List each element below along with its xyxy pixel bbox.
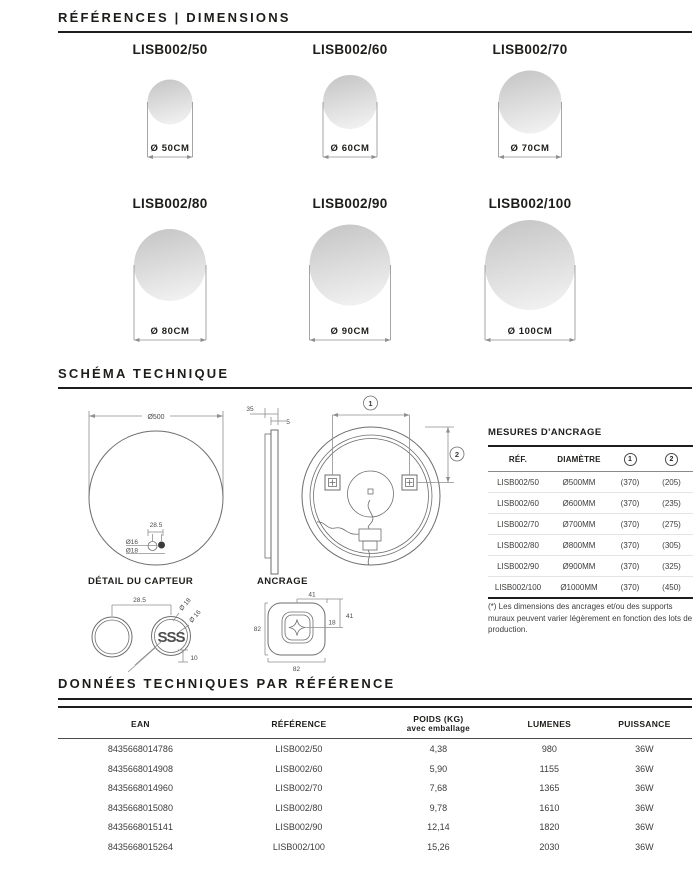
screw-star: [289, 620, 305, 636]
mirror-drawing-100-icon: [440, 214, 620, 346]
col-reference: RÉFÉRENCE: [223, 707, 375, 739]
cable-outlet: [368, 489, 373, 494]
anchor-table-title: MESURES D'ANCRAGE: [488, 427, 602, 438]
callout-2-label: 2: [454, 450, 460, 459]
mirror-back-outline: [302, 427, 440, 565]
cable-tail: [368, 550, 369, 565]
mirror-diameter-label: Ø 60CM: [330, 143, 370, 154]
cable: [368, 500, 373, 529]
callout-1-label: 1: [368, 399, 373, 408]
section-title-references: RÉFÉRENCES | DIMENSIONS: [58, 10, 291, 25]
sensor-glyph: SSS: [157, 629, 185, 646]
back-view-drawing: [295, 393, 470, 588]
dim-arrow-right-icon: [570, 338, 576, 342]
mirror-ref-label: LISB002/90: [312, 196, 388, 211]
col-callout-2: [650, 446, 693, 472]
led-ring-inner: [314, 439, 429, 554]
dim-arrow-left-icon: [499, 155, 505, 159]
led-ring-outer: [310, 435, 432, 557]
dim-arrow-left-icon: [323, 155, 329, 159]
mirror-figure-70: [440, 42, 620, 170]
section-title-schema: SCHÉMA TECHNIQUE: [58, 366, 230, 381]
back-panel-profile: [265, 434, 271, 558]
tech-data-table: [58, 706, 692, 856]
tech-table-row: 8435668015264 LISB002/100 15,26 2030 36W: [107, 841, 654, 852]
mirror-ref-label: LISB002/60: [312, 42, 388, 57]
tech-table-row: 8435668014786 LISB002/50 4,38 980 36W: [107, 744, 654, 754]
mirror-figure-80: [80, 196, 260, 351]
mirror-drawing-70-icon: [440, 60, 620, 165]
mirror-drawing-50-icon: [80, 60, 260, 165]
dim-arrow-icon: [333, 413, 339, 417]
junction-box: [359, 529, 381, 541]
mirror-diameter-label: Ø 80CM: [150, 326, 190, 337]
sensor-ring-inner: [95, 620, 129, 654]
dim-arrow-icon: [446, 427, 450, 433]
anchor-dim-top: 41: [308, 591, 316, 599]
dim-arrow-icon: [89, 414, 95, 418]
tech-table-row: 8435668014908 LISB002/60 5,90 1155 36W: [107, 763, 654, 774]
anchor-table-row: LISB002/70 Ø700MM (370) (275): [488, 514, 693, 535]
mirror-diameter-label: Ø 50CM: [150, 143, 190, 154]
dim-arrow-right-icon: [556, 155, 562, 159]
mirror-figure-100: [440, 196, 620, 351]
col-power: PUISSANCE: [597, 707, 692, 739]
col-diameter: DIAMÈTRE: [548, 446, 610, 472]
dim-arrow-right-icon: [201, 338, 207, 342]
tech-table-row: 8435668015080 LISB002/80 9,78 1610 36W: [107, 802, 654, 813]
callout-2-badge: 2: [665, 453, 678, 466]
tech-table-row: 8435668015141 LISB002/90 12,14 1820 36W: [107, 822, 654, 832]
sensor-hole-outline: [148, 542, 157, 551]
anchor-dim-bottom: 82: [292, 666, 301, 673]
sensor-dot: [158, 542, 165, 549]
junction-box-cap: [363, 541, 377, 550]
dim-arrow-right-icon: [385, 338, 391, 342]
anchor-dim-inner: 18: [328, 619, 336, 627]
mirror-ref-label: LISB002/70: [492, 42, 568, 57]
anchor-dim-left: 82: [253, 626, 261, 633]
anchor-drawing: [248, 590, 373, 685]
mirror-diameter-label: Ø 100CM: [507, 326, 553, 337]
callout-1-badge: 1: [624, 453, 637, 466]
mirror-figure-50: [80, 42, 260, 170]
anchor-table-row: LISB002/60 Ø600MM (370) (235): [488, 493, 693, 514]
sensor-ring-outer: [92, 617, 132, 657]
tech-table-row: 8435668014960 LISB002/70 7,68 1365 36W: [107, 783, 654, 793]
col-weight: POIDS (KG) avec emballage: [375, 707, 502, 739]
sensor-d18-label: Ø18: [125, 547, 138, 555]
dim-arrow-left-icon: [310, 338, 316, 342]
sensor-detail-caption: DÉTAIL DU CAPTEUR: [88, 576, 194, 587]
anchor-table-row: LISB002/80 Ø800MM (370) (305): [488, 535, 693, 556]
dim-arrow-icon: [446, 477, 450, 483]
section-rule: [58, 31, 692, 33]
tech-table-header-row: [58, 707, 692, 739]
mirror-circle: [499, 71, 562, 134]
anchor-plate-outer: [268, 603, 325, 655]
thickness-label: 5: [286, 419, 290, 426]
mirror-circle: [323, 75, 377, 129]
anchor-caption: ANCRAGE: [257, 576, 308, 587]
dim-arrow-right-icon: [187, 155, 193, 159]
section-title-tech-data: DONNÉES TECHNIQUES PAR RÉFÉRENCE: [58, 676, 396, 691]
mirror-ref-label: LISB002/100: [488, 196, 572, 211]
dim-arrow-left-icon: [148, 155, 154, 159]
section-rule: [58, 698, 692, 700]
col-ref: RÉF.: [488, 446, 548, 472]
dim-arrow-icon: [404, 413, 410, 417]
col-ean: EAN: [58, 707, 223, 739]
dim-arrow-left-icon: [134, 338, 140, 342]
sensor-spacing-label: 28.5: [133, 597, 146, 604]
mirror-drawing-90-icon: [260, 214, 440, 346]
anchor-note: (*) Les dimensions des ancrages et/ou des supports muraux peuvent varier légèrement en fonction des lots de production.: [488, 602, 693, 635]
anchor-table-header-row: [488, 446, 693, 472]
dim-arrow-right-icon: [372, 155, 378, 159]
anchor-left: [325, 475, 340, 490]
sensor-d16-label: Ø 16: [188, 608, 203, 625]
mirror-ref-label: LISB002/50: [132, 42, 208, 57]
mirror-circle: [310, 225, 391, 306]
anchor-table-row: LISB002/50 Ø500MM (370) (205): [488, 472, 693, 493]
sensor-detail-drawing: [75, 592, 240, 677]
front-view-drawing: [62, 398, 252, 598]
sensor-spacing-label: 28.5: [149, 522, 163, 529]
mirror-diameter-label: Ø 90CM: [330, 326, 370, 337]
anchor-right: [402, 475, 417, 490]
side-view-drawing: [240, 398, 295, 598]
anchor-dim-right: 41: [346, 613, 354, 620]
anchor-measures-table: [488, 445, 693, 599]
front-diameter-label: Ø500: [147, 414, 165, 421]
mirror-circle: [148, 80, 193, 125]
sensor-offset-label: 10: [190, 655, 198, 662]
col-callout-1: [610, 446, 650, 472]
col-lumens: LUMENES: [502, 707, 597, 739]
mirror-outline: [89, 431, 223, 565]
anchor-table-row: LISB002/100 Ø1000MM (370) (450): [494, 582, 681, 592]
mirror-figure-60: [260, 42, 440, 170]
mirror-figure-90: [260, 196, 440, 351]
mirror-ref-label: LISB002/80: [132, 196, 208, 211]
depth-label: 35: [246, 406, 254, 413]
glass-profile: [271, 430, 278, 574]
section-rule: [58, 387, 692, 389]
mirror-drawing-60-icon: [260, 60, 440, 165]
sensor-d16-label: Ø16: [125, 539, 138, 546]
mirror-circle: [485, 220, 575, 310]
mirror-diameter-label: Ø 70CM: [510, 143, 550, 154]
mirror-drawing-80-icon: [80, 214, 260, 346]
anchor-table-row: LISB002/90 Ø900MM (370) (325): [488, 556, 693, 577]
dim-arrow-left-icon: [485, 338, 491, 342]
mirror-circle: [134, 229, 206, 301]
sensor-d18-label: Ø 18: [178, 596, 193, 613]
dim-arrow-icon: [217, 414, 223, 418]
